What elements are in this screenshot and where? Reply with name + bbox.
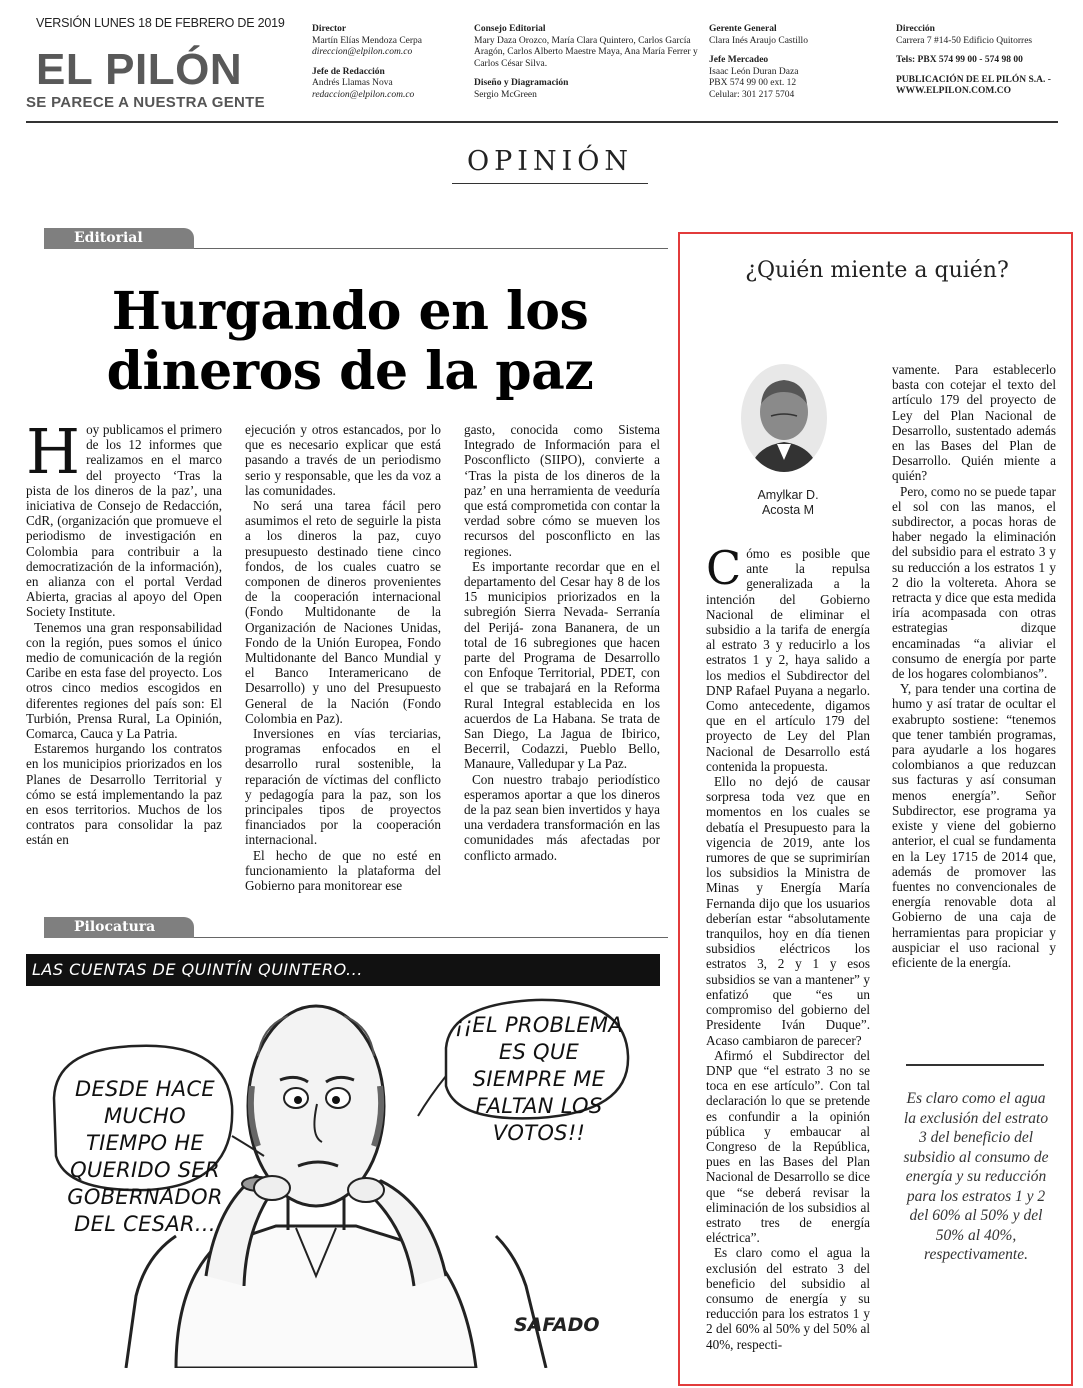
director-email[interactable]: direccion@elpilon.com.co (312, 47, 413, 57)
editorial-column-1 (26, 415, 222, 848)
opinion-column-right-text (892, 362, 1056, 970)
staff-column-1 (312, 24, 462, 101)
opinion-paragraph: Es claro como el agua la exclusión del estrato 3 del beneficio del subsidio al consumo de energía y su reducción para los estratos 1 y 2 del 60% al 50% y del 50% al 40%, respecti- (706, 1245, 870, 1352)
section-title: OPINIÓN (466, 146, 634, 177)
opinion-paragraph: Pero, como no se puede tapar el sol con las manos, el subdirector, a pocas horas de haber negado la eliminación del subsidio para el estrato 3 y su reducción a los estratos 1 y 2 dio la voltereta. Ahora se retracta y dice que esta medida iría acompasada con otras estrategias dizque encaminadas “a aliviar el consumo de energía por parte de los hogares colombianos”. (892, 483, 1056, 682)
cartoon-title: LAS CUENTAS DE QUINTÍN QUINTERO... (26, 954, 660, 986)
mercadeo-role: Jefe Mercadeo (709, 55, 769, 65)
opinion-column-title: ¿Quién miente a quién? (745, 258, 1009, 283)
diseno-name: Sergio McGreen (474, 89, 537, 100)
newspaper-slogan: SE PARECE A NUESTRA GENTE (26, 94, 265, 111)
edition-date: VERSIÓN LUNES 18 DE FEBRERO DE 2019 (36, 16, 285, 30)
staff-column-4 (896, 24, 1061, 98)
consejo-names: Mary Daza Orozco, María Clara Quintero, Carlos García Aragón, Carlos Alberto Maestre Maya, Ana María Ferrer y Carlos César Silva. (474, 35, 698, 69)
opinion-dropcap: C (706, 541, 742, 595)
website-link[interactable]: WWW.ELPILON.COM.CO (896, 86, 1011, 96)
consejo-role: Consejo Editorial (474, 24, 546, 34)
pullquote-rule (906, 1064, 1044, 1066)
opinion-paragraph: ómo es posible que ante la repulsa generalizada a la intención del Gobierno Nacional de eliminar el subsidio a la tarifa de energía al estrato 3 y reducirlo a los estratos 1 y 2, haya salido a los medios el Subdirector del DNP Rafael Puyana a negarlo. Como antecedente, digamos que en el artículo 179 del proyecto de Ley del Plan Nacional de Desarrollo está contenida la propuesta. (706, 546, 870, 774)
editorial-paragraph: ejecución y otros estancados, por lo que es necesario explicar que está pasando a través de un periodismo serio y responsable, que les da voz a las comunidades. (245, 422, 441, 498)
cartoon-signature: SAFADO (514, 1314, 600, 1336)
jefe-redaccion-email[interactable]: redaccion@elpilon.com.co (312, 89, 415, 100)
diseno-role: Diseño y Diagramación (474, 78, 569, 88)
editorial-paragraph: Con nuestro trabajo periodístico esperamos aportar a que los dineros de la paz sean bien invertidos y haya una verdadera transformación en las comunidades más afectadas por conflicto armado. (464, 771, 660, 863)
editorial-column-3 (464, 422, 660, 863)
editorial-paragraph: Es importante recordar que en el departamento del Cesar hay 8 de los 15 municipios priorizados en la subregión Sierra Nevada- Serranía del Perijá- zona Bananera, de un total de 16 subregiones que hacen parte del Programa de Desarrollo con Enfoque Territorial, PDET, con el que se trabajará en la Reforma Rural Integral establecida en los acuerdos de La Habana. Se trata de San Diego, La Jagua de Ibirico, Becerril, Codazzi, Pueblo Bello, Manaure, Valledupar y La Paz. (464, 558, 660, 772)
mercadeo-pbx: PBX 574 99 00 ext. 12 (709, 78, 797, 88)
opinion-paragraph: Ello no dejó de causar sorpresa toda vez que en momentos en los cuales se debatía el Presupuesto para la vigencia de 2019, ante los rumores de que se suprimirían los subsidios la Ministra de Minas y Energía María Fernanda dijo que los usuarios deberían estar “absolutamente tranquilos, hoy en día tienen subsidios eléctricos los estratos 3, 2 y 1 y esos subsidios se van a mantener” y enfatizó que “es un compromiso del gobierno del Presidente Iván Duque”. Acaso cambiaron de parecer? (706, 774, 870, 1048)
editorial-paragraph: Tenemos una gran responsabilidad con la región, pues somos el único medio de comunicación de la región Caribe en esta fase del proyecto. Los otros cinco medios escogidos en diferentes regiones del país son: El Turbión, Prensa Rural, La Opinión, Comarca, Cauca y La Patria. (26, 619, 222, 742)
headline-line-1: Hurgando en los (111, 281, 589, 342)
cartoon-tab: Pilocatura (44, 917, 194, 938)
editorial-paragraph: Inversiones en vías terciarias, programas enfocados en el desarrollo rural sostenible, la reparación de víctimas del conflicto y pedagogía para la paz, son los principales tipos de proyectos financiados por la cooperación internacional. (245, 726, 441, 848)
opinion-paragraph: vamente. Para establecerlo basta con cotejar el texto del artículo 179 del proyecto de Ley del Plan Nacional de Desarrollo, sustentado además en las Bases del Plan de Desarrollo. Quién miente a quién? (892, 362, 1056, 484)
opinion-paragraph: Y, para tender una cortina de humo y así tratar de ocultar el exabrupto sostiene: “tenemos que tener también programas, para ayudarle a los hogares colombianos a que reduzcan sus facturas y así consuman menos energía”. Señor Subdirector, ese programa ya existe y viene del gobierno anterior, el cual se fundamenta en la Ley 1715 de 2014 que, además de promover las fuentes no convencionales de energía renovable dota al Gobierno de una caja de herramientas para propiciar y auspiciar el uso racional y eficiente de la energía. (892, 681, 1056, 970)
cartoon-balloon-right: ¡¡EL PROBLEMA ES QUE SIEMPRE ME FALTAN LOS VOTOS!! (454, 1013, 624, 1145)
jefe-redaccion-role: Jefe de Redacción (312, 66, 385, 77)
author-name-line2: Acosta M (761, 503, 815, 517)
direccion-value: Carrera 7 #14-50 Edificio Quitorres (896, 35, 1033, 46)
gerente-name: Clara Inés Araujo Castillo (709, 35, 808, 46)
editorial-paragraph: El hecho de que no esté en funcionamiento la plataforma del Gobierno para monitorear ese (245, 847, 441, 894)
editorial-column-2 (245, 422, 441, 893)
author-photo (741, 364, 827, 472)
direccion-role: Dirección (896, 24, 935, 34)
mercadeo-name: Isaac León Duran Daza (709, 66, 799, 77)
section-underline (452, 183, 648, 184)
opinion-column-left-text (706, 541, 870, 1352)
editorial-tab-line (194, 248, 668, 249)
masthead-divider (26, 121, 1058, 123)
author-name-line1: Amylkar D. (757, 488, 819, 502)
cartoon-balloon-left: DESDE HACE MUCHO TIEMPO HE QUERIDO SER GOBERNADOR DEL CESAR... (67, 1077, 223, 1236)
cartoon-tab-line (194, 937, 668, 938)
editorial-paragraph: oy publicamos el primero de los 12 informes que realizamos en el marco del proyecto ‘Tras la pista de los dineros de la paz’, una iniciativa de Consejo de Redacción, CdR, (organización que promueve el periodismo de investigación en Colombia para contribuir a la democratización de la información), en alianza con el portal Verdad Abierta, gracias al apoyo del Open Society Institute. (26, 422, 222, 620)
editorial-paragraph: Estaremos hurgando los contratos en los municipios priorizados en los Planes de Desarrollo Territorial y cómo se está implementando la paz en esos territorios. Muchos de los contratos para consolidar la paz están en (26, 741, 222, 848)
jefe-redaccion-name: Andrés Llamas Nova (312, 78, 393, 88)
editorial-dropcap: H (26, 415, 81, 488)
pullquote: Es claro como el agua la exclusión del estrato 3 del beneficio del subsidio al consumo de energía y su reducción para los estratos 1 y 2 del 60% al 50% y del 50% al 40%, respectivamente. (903, 1090, 1049, 1263)
author-name (740, 488, 836, 518)
staff-column-3 (709, 24, 889, 101)
mercadeo-cel: Celular: 301 217 5704 (709, 89, 795, 100)
tels: Tels: PBX 574 99 00 - 574 98 00 (896, 55, 1023, 65)
headline-line-2: dineros de la paz (106, 341, 594, 402)
editorial-headline (40, 282, 660, 402)
cartoon-panel (26, 954, 660, 1368)
masthead (26, 14, 1058, 120)
editorial-paragraph: gasto, conocida como Sistema Integrado de Información para el Posconflicto (SIIPO), convierte a ‘Tras la pista de los dineros de la paz’ en una herramienta de veeduría que está comprometida con contar la verdad sobre cómo se mueven los recursos del posconflicto en las regiones. (464, 422, 660, 559)
editorial-tab: Editorial (44, 228, 194, 249)
editorial-paragraph: No será una tarea fácil pero asumimos el reto de seguirle la pista a los dineros la paz, cuyo presupuesto destinado tiene cinco fondos, de los cuales cuatro se componen de dineros provenientes de la cooperación internacional (Fondo Multidonante de la Organización de Naciones Unidas, Fondo de la Unión Europea, Fondo Multidonante del Banco Mundial y el Banco Interamericano de Desarrollo) y uno del Presupuesto General de la Nación (Fondo Colombia en Paz). (245, 498, 441, 726)
staff-column-2 (474, 24, 702, 101)
publicacion: PUBLICACIÓN DE EL PILÓN S.A. - (896, 74, 1051, 85)
newspaper-logo: EL PILÓN (36, 45, 243, 94)
director-role: Director (312, 24, 347, 34)
gerente-role: Gerente General (709, 24, 777, 34)
opinion-paragraph: Afirmó el Subdirector del DNP que “el estrato 3 no se toca en ese artículo”. Con tal declaración lo que se pretende es confundir a la opinión pública y embaucar al Congreso de la República, pues en las Bases del Plan Nacional de Desarrollo se dice que “se deberá revisar la eliminación de los subsidios al estrato tres de energía eléctrica”. (706, 1047, 870, 1246)
director-name: Martín Elías Mendoza Cerpa (312, 35, 423, 46)
